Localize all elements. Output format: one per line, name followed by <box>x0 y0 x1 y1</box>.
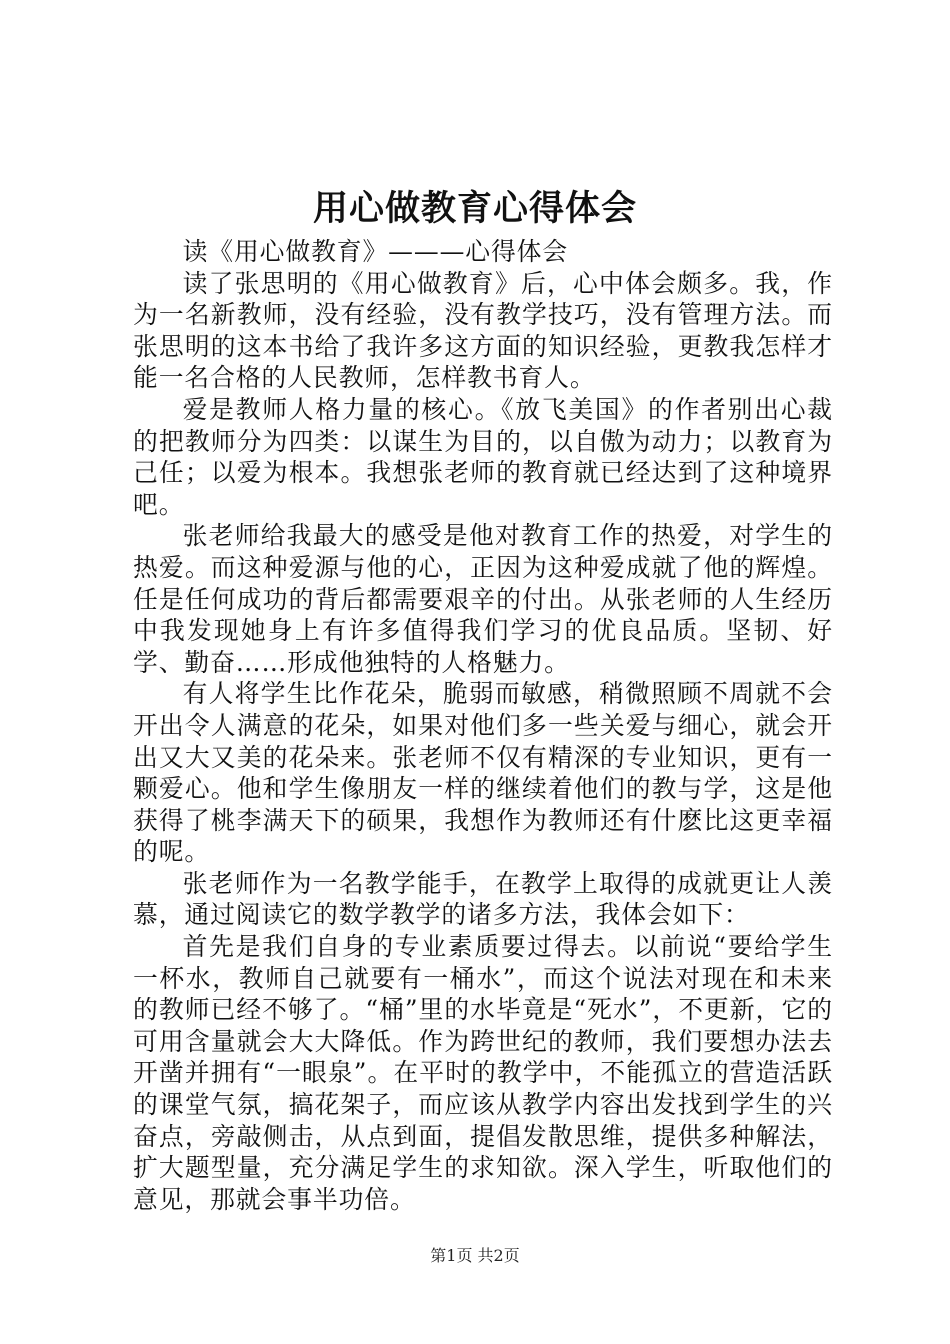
body-paragraph: 张老师作为一名教学能手，在教学上取得的成就更让人羡慕，通过阅读它的数学教学的诸多方法，我体会如下： <box>133 868 833 930</box>
body-paragraph: 首先是我们自身的专业素质要过得去。以前说“要给学生一杯水，教师自己就要有一桶水”，而这个说法对现在和未来的教师已经不够了。“桶”里的水毕竟是“死水”，不更新，它的可用含量就会大大降低。作为跨世纪的教师，我们要想办法去开凿并拥有“一眼泉”。在平时的教学中，不能孤立的营造活跃的课堂气氛，搞花架子，而应该从教学内容出发找到学生的兴奋点，旁敲侧击，从点到面，提倡发散思维，提供多种解法，扩大题型量，充分满足学生的求知欲。深入学生，听取他们的意见，那就会事半功倍。 <box>133 932 833 1214</box>
body-paragraph: 读了张思明的《用心做教育》后，心中体会颇多。我，作为一名新教师，没有经验，没有教学技巧，没有管理方法。而张思明的这本书给了我许多这方面的知识经验，更教我怎样才能一名合格的人民教师，怎样教书育人。 <box>133 268 833 393</box>
body-paragraph: 有人将学生比作花朵，脆弱而敏感，稍微照顾不周就不会开出令人满意的花朵，如果对他们多一些关爱与细心，就会开出又大又美的花朵来。张老师不仅有精深的专业知识，更有一颗爱心。他和学生像朋友一样的继续着他们的教与学，这是他获得了桃李满天下的硕果，我想作为教师还有什麽比这更幸福的呢。 <box>133 679 833 867</box>
subtitle-paragraph: 读《用心做教育》———心得体会 <box>182 237 569 266</box>
document-body <box>133 236 833 1215</box>
body-paragraph: 爱是教师人格力量的核心。《放飞美国》的作者别出心裁的把教师分为四类：以谋生为目的，以自傲为动力；以教育为己任；以爱为根本。我想张老师的教育就已经达到了这种境界吧。 <box>133 394 833 519</box>
body-paragraph: 张老师给我最大的感受是他对教育工作的热爱，对学生的热爱。而这种爱源与他的心，正因为这种爱成就了他的辉煌。任是任何成功的背后都需要艰辛的付出。从张老师的人生经历中我发现她身上有许多值得我们学习的优良品质。坚韧、好学、勤奋……形成他独特的人格魅力。 <box>133 521 833 677</box>
page-number-footer: 第1页 共2页 <box>430 1246 520 1265</box>
document-title: 用心做教育心得体会 <box>312 188 637 229</box>
